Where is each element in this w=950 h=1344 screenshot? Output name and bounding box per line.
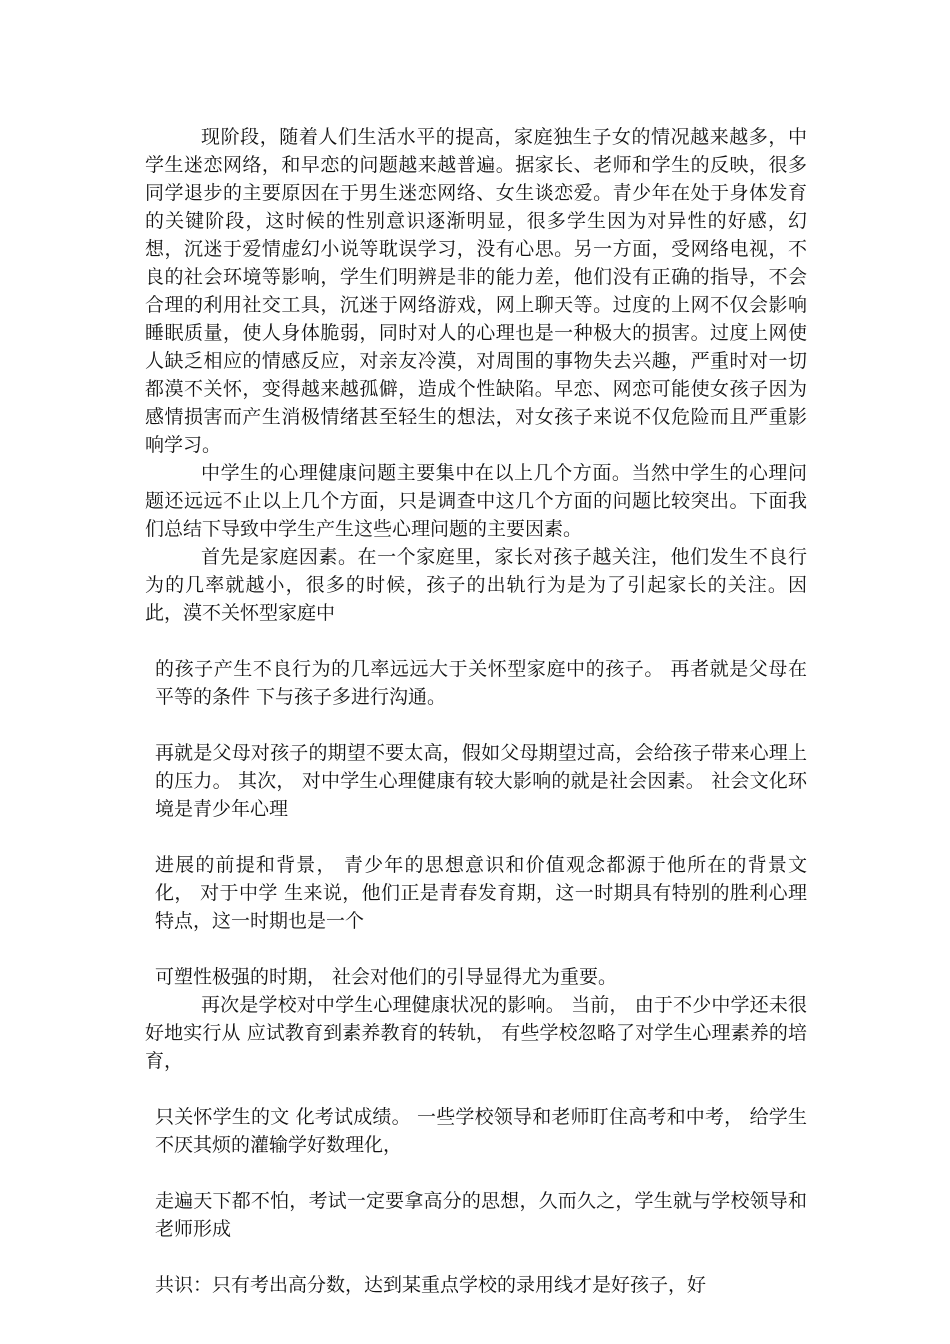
document-body (145, 123, 807, 1299)
paragraph-social-guidance: 可塑性极强的时期， 社会对他们的引导显得尤为重要。 (155, 966, 618, 988)
paragraph-school-factor: 再次是学校对中学生心理健康状况的影响。 当前， 由于不少中学还未很好地实行从 应试教育到素养教育的转轨， 有些学校忽略了对学生心理素养的培育， (145, 994, 807, 1072)
paragraph-social-culture: 进展的前提和背景， 青少年的思想意识和价值观念都源于他所在的背景文化， 对于中学 生来说，他们正是青春发育期，这一时期具有特别的胜利心理特点，这一时期也是一个 (155, 854, 807, 932)
paragraph-parent-expectations: 再就是父母对孩子的期望不要太高，假如父母期望过高，会给孩子带来心理上的压力。 其次， 对中学生心理健康有较大影响的就是社会因素。 社会文化环境是青少年心理 (155, 742, 807, 820)
paragraph-high-score-thinking: 走遍天下都不怕，考试一定要拿高分的思想，久而久之，学生就与学校领导和老师形成 (155, 1190, 807, 1240)
paragraph-family-factor: 首先是家庭因素。在一个家庭里，家长对孩子越关注，他们发生不良行为的几率就越小，很多的时候，孩子的出轨行为是为了引起家长的关注。因此，漠不关怀型家庭中 (145, 546, 807, 624)
paragraph-exam-focus: 只关怀学生的文 化考试成绩。 一些学校领导和老师盯住高考和中考， 给学生不厌其烦的灌输学好数理化， (155, 1106, 807, 1156)
paragraph-family-factor-continued: 的孩子产生不良行为的几率远远大于关怀型家庭中的孩子。 再者就是父母在平等的条件 下与孩子多进行沟通。 (155, 658, 807, 708)
paragraph-main-factors-intro: 中学生的心理健康问题主要集中在以上几个方面。当然中学生的心理问题还远远不止以上几个方面，只是调查中这几个方面的问题比较突出。下面我们总结下导致中学生产生这些心理问题的主要因素。 (145, 462, 807, 540)
paragraph-internet-and-early-love: 现阶段，随着人们生活水平的提高，家庭独生子女的情况越来越多，中学生迷恋网络，和早恋的问题越来越普遍。据家长、老师和学生的反映，很多同学退步的主要原因在于男生迷恋网络、女生谈恋爱。青少年在处于身体发育的关键阶段，这时候的性别意识逐渐明显，很多学生因为对异性的好感，幻想，沉迷于爱情虚幻小说等耽误学习，没有心思。另一方面，受网络电视，不良的社会环境等影响，学生们明辨是非的能力差，他们没有正确的指导，不会合理的利用社交工具，沉迷于网络游戏，网上聊天等。过度的上网不仅会影响睡眠质量，使人身体脆弱，同时对人的心理也是一种极大的损害。过度上网使人缺乏相应的情感反应，对亲友冷漠，对周围的事物失去兴趣，严重时对一切都漠不关怀，变得越来越孤僻，造成个性缺陷。早恋、网恋可能使女孩子因为感情损害而产生消极情绪甚至轻生的想法，对女孩子来说不仅危险而且严重影响学习。 (145, 126, 807, 456)
paragraph-consensus: 共识：只有考出高分数，达到某重点学校的录用线才是好孩子，好 (155, 1274, 707, 1296)
